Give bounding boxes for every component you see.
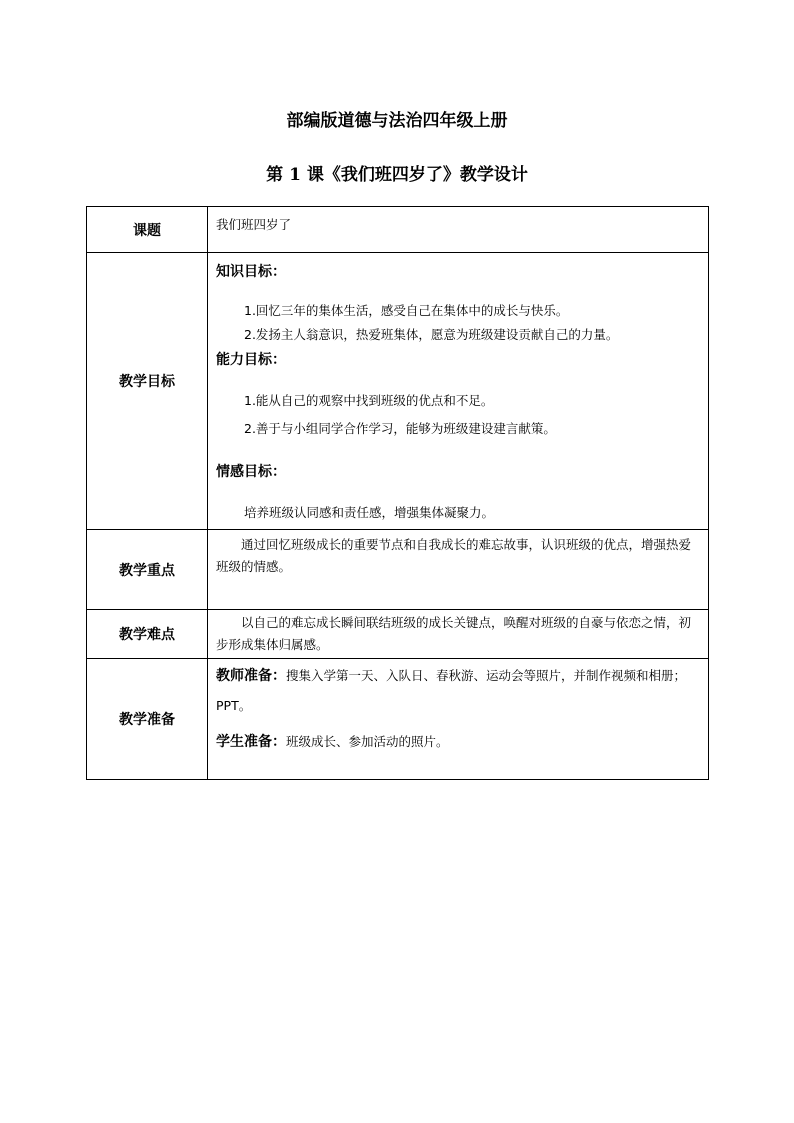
row-topic	[87, 207, 709, 253]
ability-item-2: 2.善于与小组同学合作学习，能够为班级建设建言献策。	[244, 421, 556, 436]
lesson-plan-table	[86, 206, 709, 780]
topic-value: 我们班四岁了	[216, 217, 292, 232]
teacher-preparation	[216, 661, 700, 721]
label-objectives: 教学目标	[87, 253, 208, 530]
student-preparation-label: 学生准备：	[216, 734, 286, 750]
ability-heading: 能力目标：	[216, 352, 286, 368]
document-subtitle: 第 1 课《我们班四岁了》教学设计	[266, 165, 528, 185]
cell-difficulties	[208, 610, 709, 659]
row-preparation	[87, 659, 709, 780]
cell-preparation	[208, 659, 709, 780]
cell-key-points	[208, 530, 709, 610]
row-key-points	[87, 530, 709, 610]
teacher-preparation-label: 教师准备：	[216, 668, 286, 684]
row-objectives	[87, 253, 709, 530]
label-key-points: 教学重点	[87, 530, 208, 610]
cell-objectives	[208, 253, 709, 530]
key-points-text: 通过回忆班级成长的重要节点和自我成长的难忘故事，认识班级的优点，增强热爱班级的情感。	[216, 537, 692, 574]
label-preparation: 教学准备	[87, 659, 208, 780]
student-preparation	[216, 727, 700, 757]
knowledge-item-2: 2.发扬主人翁意识，热爱班集体，愿意为班级建设贡献自己的力量。	[244, 327, 619, 342]
teacher-preparation-text: 搜集入学第一天、入队日、春秋游、运动会等照片，并制作视频和相册；PPT。	[216, 668, 687, 713]
row-difficulties	[87, 610, 709, 659]
knowledge-heading: 知识目标：	[216, 264, 286, 280]
difficulties-text: 以自己的难忘成长瞬间联结班级的成长关键点，唤醒对班级的自豪与依恋之情，初步形成集体归属感。	[216, 615, 692, 652]
label-difficulties: 教学难点	[87, 610, 208, 659]
label-topic: 课题	[87, 207, 208, 253]
emotion-item-1: 培养班级认同感和责任感，增强集体凝聚力。	[244, 505, 495, 520]
student-preparation-text: 班级成长、参加活动的照片。	[286, 734, 449, 749]
emotion-heading: 情感目标：	[216, 464, 286, 480]
knowledge-item-1: 1.回忆三年的集体生活，感受自己在集体中的成长与快乐。	[244, 303, 569, 318]
cell-topic	[208, 207, 709, 253]
document-title: 部编版道德与法治四年级上册	[286, 111, 508, 131]
ability-item-1: 1.能从自己的观察中找到班级的优点和不足。	[244, 393, 494, 408]
